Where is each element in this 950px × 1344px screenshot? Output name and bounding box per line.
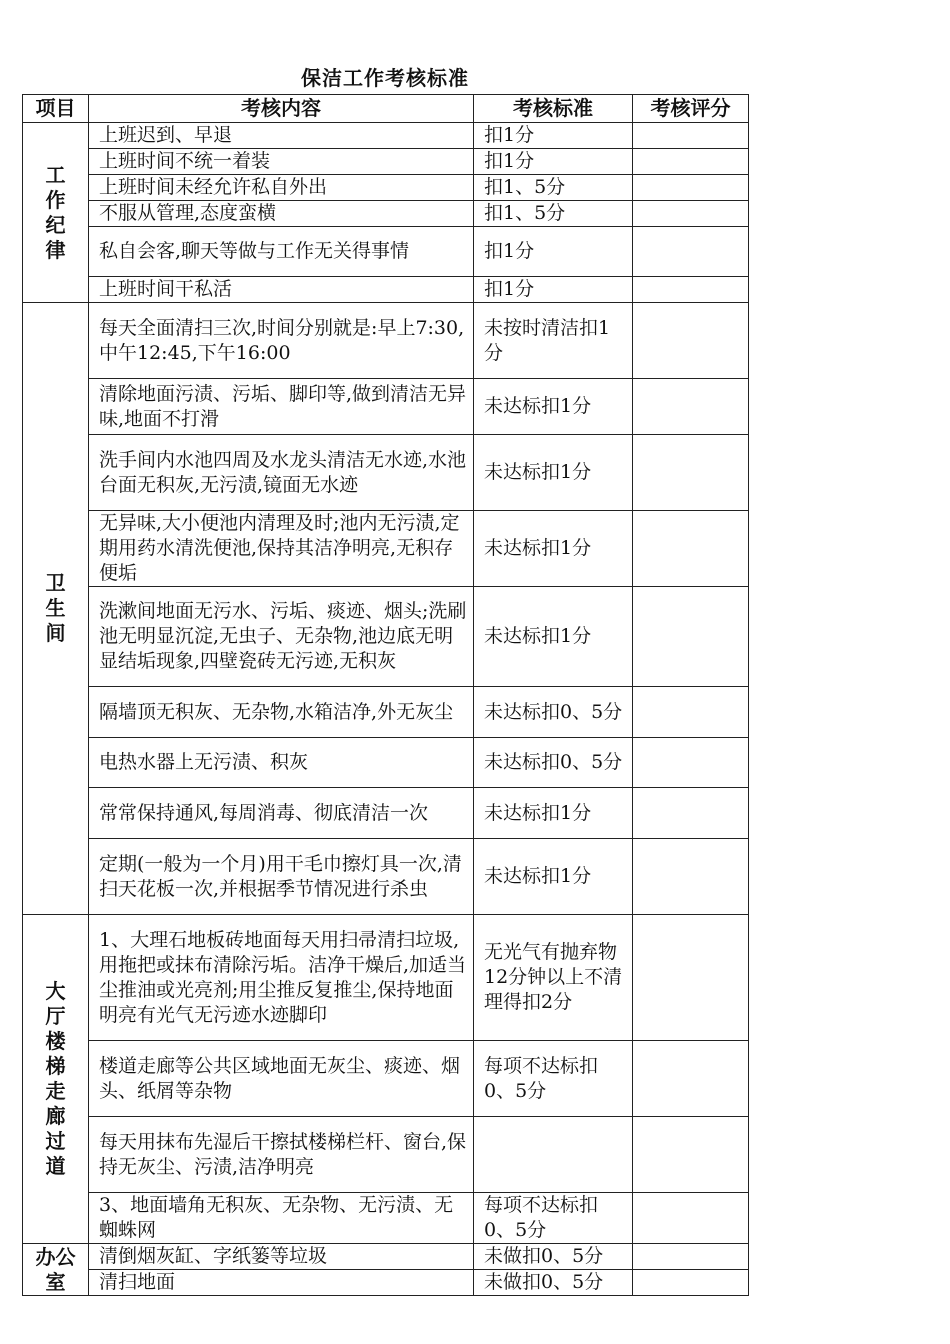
row-score — [633, 738, 749, 788]
row-content: 每天全面清扫三次,时间分别就是:早上7:30,中午12:45,下午16:00 — [89, 303, 474, 379]
row-score — [633, 277, 749, 303]
row-standard: 扣1、5分 — [474, 201, 633, 227]
row-standard: 未达标扣1分 — [474, 435, 633, 511]
row-content: 清倒烟灰缸、字纸篓等垃圾 — [89, 1244, 474, 1270]
row-standard: 未做扣0、5分 — [474, 1270, 633, 1296]
row-content: 清扫地面 — [89, 1270, 474, 1296]
document-title: 保洁工作考核标准 — [301, 66, 469, 90]
row-content: 无异味,大小便池内清理及时;池内无污渍,定期用药水清洗便池,保持其洁净明亮,无积存便垢 — [89, 511, 474, 587]
table-row — [23, 839, 749, 915]
table-row — [23, 1244, 749, 1270]
row-content: 电热水器上无污渍、积灰 — [89, 738, 474, 788]
header-standard: 考核标准 — [474, 95, 633, 123]
row-content: 洗手间内水池四周及水龙头清洁无水迹,水池台面无积灰,无污渍,镜面无水迹 — [89, 435, 474, 511]
table-row — [23, 1193, 749, 1244]
row-score — [633, 227, 749, 277]
row-score — [633, 1193, 749, 1244]
row-score — [633, 587, 749, 687]
row-score — [633, 123, 749, 149]
header-score: 考核评分 — [633, 95, 749, 123]
row-score — [633, 1270, 749, 1296]
table-row — [23, 227, 749, 277]
table-row — [23, 687, 749, 738]
row-content: 上班时间不统一着装 — [89, 149, 474, 175]
row-standard: 未达标扣1分 — [474, 587, 633, 687]
table-row — [23, 379, 749, 435]
row-score — [633, 435, 749, 511]
row-standard: 未达标扣1分 — [474, 788, 633, 839]
row-content: 楼道走廊等公共区域地面无灰尘、痰迹、烟头、纸屑等杂物 — [89, 1041, 474, 1117]
row-standard — [474, 1117, 633, 1193]
row-score — [633, 201, 749, 227]
category-hall: 大厅 楼梯 走廊 过道 — [23, 915, 89, 1244]
row-standard: 未达标扣1分 — [474, 839, 633, 915]
table-row — [23, 435, 749, 511]
table-row — [23, 788, 749, 839]
row-content: 上班迟到、早退 — [89, 123, 474, 149]
row-score — [633, 175, 749, 201]
header-row — [23, 95, 749, 123]
table-row — [23, 277, 749, 303]
row-standard: 扣1、5分 — [474, 175, 633, 201]
row-content: 洗漱间地面无污水、污垢、痰迹、烟头;洗刷池无明显沉淀,无虫子、无杂物,池边底无明显结垢现象,四壁瓷砖无污迹,无积灰 — [89, 587, 474, 687]
table-row — [23, 1117, 749, 1193]
table-row — [23, 587, 749, 687]
table-row — [23, 1041, 749, 1117]
category-washroom: 卫生间 — [23, 303, 89, 915]
row-content: 定期(一般为一个月)用干毛巾擦灯具一次,清扫天花板一次,并根据季节情况进行杀虫 — [89, 839, 474, 915]
assessment-table — [22, 94, 749, 1296]
header-content: 考核内容 — [89, 95, 474, 123]
row-standard: 未做扣0、5分 — [474, 1244, 633, 1270]
row-standard: 每项不达标扣0、5分 — [474, 1193, 633, 1244]
row-content: 清除地面污渍、污垢、脚印等,做到清洁无异味,地面不打滑 — [89, 379, 474, 435]
row-score — [633, 788, 749, 839]
table-row — [23, 201, 749, 227]
row-content: 上班时间干私活 — [89, 277, 474, 303]
row-standard: 未按时清洁扣1分 — [474, 303, 633, 379]
row-score — [633, 379, 749, 435]
row-standard: 无光气有抛弃物12分钟以上不清理得扣2分 — [474, 915, 633, 1041]
row-score — [633, 303, 749, 379]
row-standard: 每项不达标扣0、5分 — [474, 1041, 633, 1117]
row-standard: 扣1分 — [474, 277, 633, 303]
row-content: 1、大理石地板砖地面每天用扫帚清扫垃圾,用拖把或抹布清除污垢。洁净干燥后,加适当尘推油或光亮剂;用尘推反复推尘,保持地面明亮有光气无污迹水迹脚印 — [89, 915, 474, 1041]
row-standard: 未达标扣0、5分 — [474, 738, 633, 788]
header-item: 项目 — [23, 95, 89, 123]
table-row — [23, 738, 749, 788]
row-content: 3、地面墙角无积灰、无杂物、无污渍、无蜘蛛网 — [89, 1193, 474, 1244]
row-content: 私自会客,聊天等做与工作无关得事情 — [89, 227, 474, 277]
row-content: 常常保持通风,每周消毒、彻底清洁一次 — [89, 788, 474, 839]
table-row — [23, 303, 749, 379]
table-row — [23, 1270, 749, 1296]
table-row — [23, 149, 749, 175]
table-row — [23, 175, 749, 201]
row-score — [633, 1117, 749, 1193]
category-discipline: 工作纪律 — [23, 123, 89, 303]
table-row — [23, 915, 749, 1041]
table-row — [23, 511, 749, 587]
category-office: 办公室 — [23, 1244, 89, 1296]
row-standard: 未达标扣1分 — [474, 379, 633, 435]
row-score — [633, 839, 749, 915]
row-score — [633, 511, 749, 587]
row-standard: 扣1分 — [474, 227, 633, 277]
row-content: 不服从管理,态度蛮横 — [89, 201, 474, 227]
row-score — [633, 1041, 749, 1117]
row-standard: 未达标扣0、5分 — [474, 687, 633, 738]
row-content: 上班时间未经允许私自外出 — [89, 175, 474, 201]
row-content: 每天用抹布先湿后干擦拭楼梯栏杆、窗台,保持无灰尘、污渍,洁净明亮 — [89, 1117, 474, 1193]
table-row — [23, 123, 749, 149]
row-content: 隔墙顶无积灰、无杂物,水箱洁净,外无灰尘 — [89, 687, 474, 738]
row-score — [633, 915, 749, 1041]
row-standard: 扣1分 — [474, 123, 633, 149]
row-score — [633, 1244, 749, 1270]
row-standard: 扣1分 — [474, 149, 633, 175]
row-standard: 未达标扣1分 — [474, 511, 633, 587]
row-score — [633, 687, 749, 738]
row-score — [633, 149, 749, 175]
